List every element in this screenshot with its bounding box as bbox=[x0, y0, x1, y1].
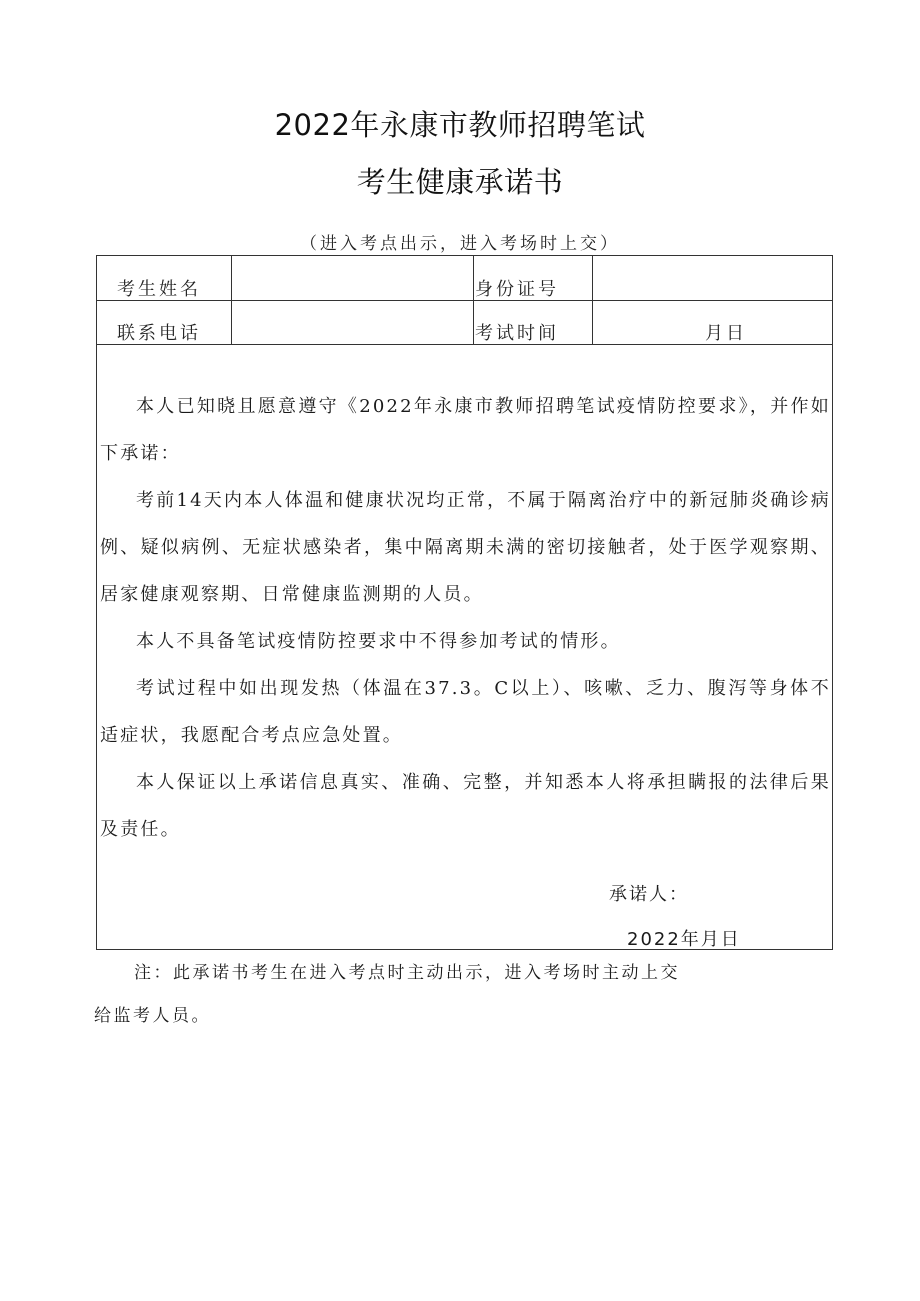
commitment-paragraph: 本人不具备笔试疫情防控要求中不得参加考试的情形。 bbox=[136, 631, 621, 652]
note-line1: 注：此承诺书考生在进入考点时主动出示，进入考场时主动上交 bbox=[134, 963, 680, 983]
phone-label: 联系电话 bbox=[117, 323, 201, 344]
exam-time-label: 考试时间 bbox=[475, 323, 559, 344]
commitment-paragraph: 考试过程中如出现发热（体温在37.3。C以上）、咳嗽、乏力、腹泻等身体不适症状，我愿配合考点应急处置。 bbox=[100, 678, 831, 746]
signature-date: 2022年月日 bbox=[627, 929, 741, 950]
id-number-field[interactable] bbox=[593, 256, 833, 300]
document-subtitle: （进入考点出示，进入考场时上交） bbox=[300, 234, 620, 254]
form-col-divider bbox=[473, 256, 474, 344]
commitment-paragraph: 考前14天内本人体温和健康状况均正常，不属于隔离治疗中的新冠肺炎确诊病例、疑似病例、无症状感染者，集中隔离期未满的密切接触者，处于医学观察期、居家健康观察期、日常健康监测期的人员。 bbox=[100, 490, 831, 605]
signature-label: 承诺人： bbox=[609, 884, 689, 905]
commitment-paragraph: 本人已知晓且愿意遵守《2022年永康市教师招聘笔试疫情防控要求》，并作如下承诺： bbox=[100, 396, 831, 464]
document-title-line2: 考生健康承诺书 bbox=[356, 165, 564, 199]
name-label: 考生姓名 bbox=[117, 279, 201, 300]
phone-field[interactable] bbox=[232, 301, 472, 344]
document-title-line1: 2022年永康市教师招聘笔试 bbox=[274, 108, 646, 142]
commitment-paragraph: 本人保证以上承诺信息真实、准确、完整，并知悉本人将承担瞒报的法律后果及责任。 bbox=[100, 772, 831, 840]
commitment-form bbox=[96, 255, 833, 950]
name-field[interactable] bbox=[232, 256, 472, 300]
exam-date-field[interactable]: 月日 bbox=[705, 323, 747, 344]
note-line2: 给监考人员。 bbox=[94, 1006, 211, 1026]
commitment-body bbox=[100, 383, 831, 853]
id-number-label: 身份证号 bbox=[475, 279, 559, 300]
